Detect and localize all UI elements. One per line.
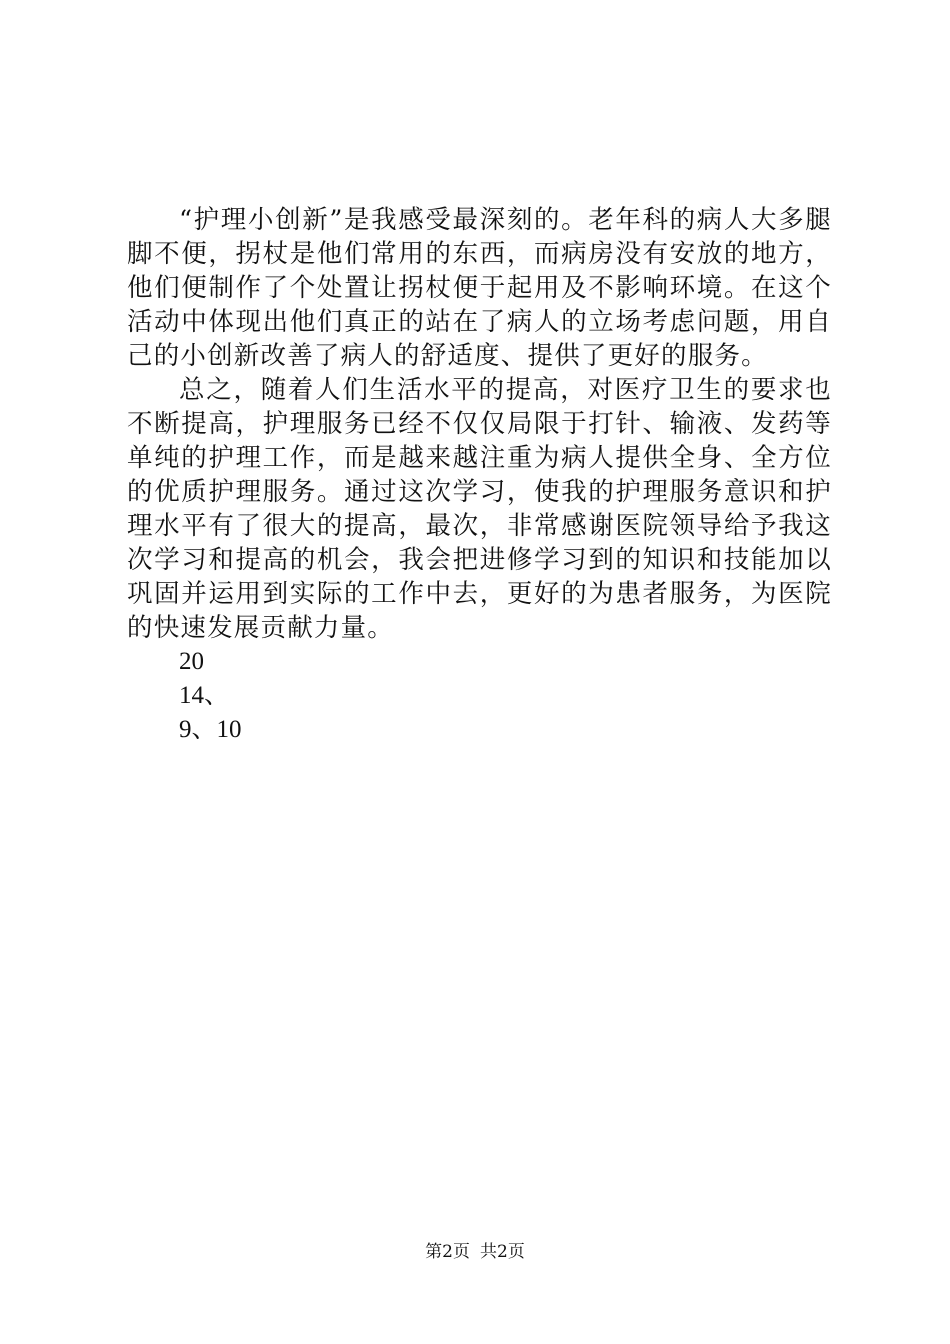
page-total-label: 共2页 — [480, 1242, 525, 1262]
date-line-month-day: 9、10 — [179, 716, 242, 743]
page-footer — [0, 1241, 950, 1263]
page-number-label: 第2页 — [425, 1242, 470, 1262]
date-line-year-start: 20 — [179, 648, 204, 675]
paragraph-conclusion: 总之，随着人们生活水平的提高，对医疗卫生的要求也不断提高，护理服务已经不仅仅局限于打针、输液、发药等单纯的护理工作，而是越来越注重为病人提供全身、全方位的优质护理服务。通过这次学习，使我的护理服务意识和护理水平有了很大的提高，最次，非常感谢医院领导给予我这次学习和提高的机会，我会把进修学习到的知识和技能加以巩固并运用到实际的工作中去，更好的为患者服务，为医院的快速发展贡献力量。 — [127, 375, 832, 643]
document-body — [127, 203, 832, 747]
paragraph-innovation: “护理小创新”是我感受最深刻的。老年科的病人大多腿脚不便，拐杖是他们常用的东西，而病房没有安放的地方，他们便制作了个处置让拐杖便于起用及不影响环境。在这个活动中体现出他们真正的站在了病人的立场考虑问题，用自己的小创新改善了病人的舒适度、提供了更好的服务。 — [127, 205, 832, 371]
date-line-year-end: 14、 — [179, 682, 230, 709]
